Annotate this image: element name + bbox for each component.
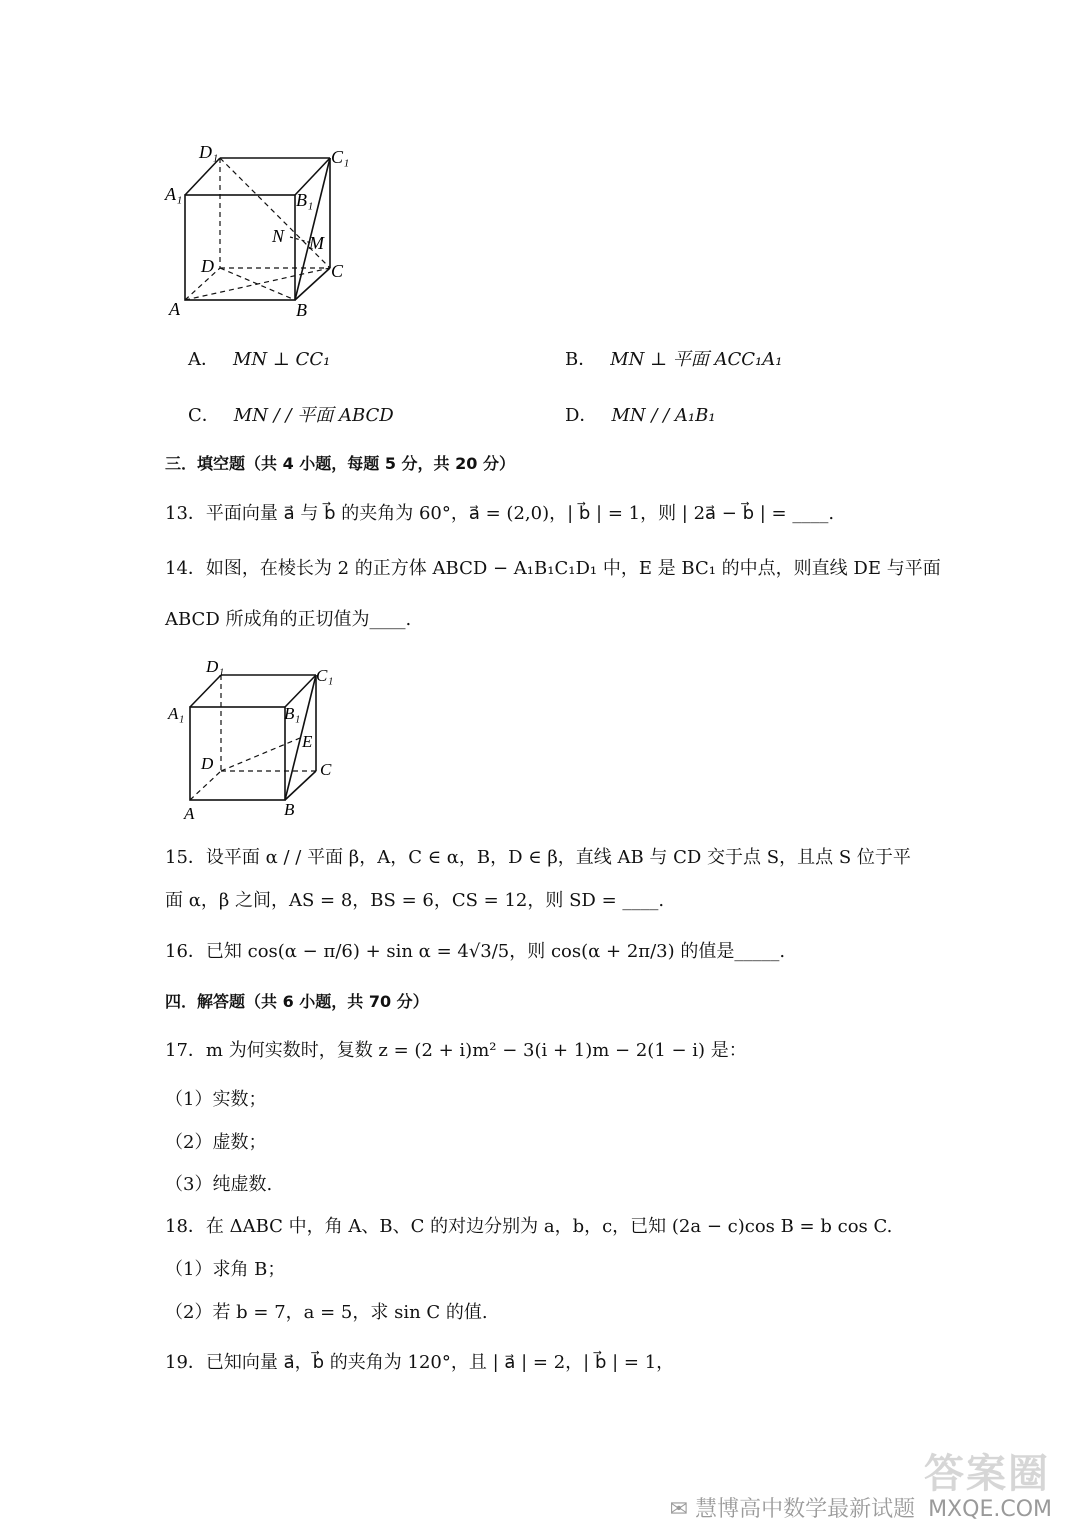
question-18-part-2: （2）若 b = 7，a = 5，求 sin C 的值. (165, 1302, 488, 1323)
label-a1: A₁ (165, 184, 183, 204)
section-4-heading: 四．解答题（共 6 小题，共 70 分） (165, 992, 429, 1011)
cube-figure-2 (160, 650, 350, 825)
q12-option-a: A． MN ⊥ CC₁ (188, 349, 331, 370)
label-a: A (184, 804, 195, 823)
label-b: B (296, 300, 307, 320)
question-17-part-2: （2）虚数； (165, 1132, 267, 1153)
question-17-stem: 17．m 为何实数时，复数 z = (2 + i)m² − 3(i + 1)m − 2(1 − i) 是： (165, 1040, 747, 1061)
label-b1: B₁ (284, 704, 301, 723)
question-19-stem: 19．已知向量 a⃗，b⃗ 的夹角为 120°，且 | a⃗ | = 2，| b⃗ | = 1， (165, 1352, 675, 1373)
wechat-icon: ✉ (669, 1497, 689, 1522)
question-13: 13．平面向量 a⃗ 与 b⃗ 的夹角为 60°，a⃗ = (2,0)，| b⃗ | = 1，则 | 2a⃗ − b⃗ | = ____. (165, 503, 835, 524)
question-16: 16．已知 cos(α − π/6) + sin α = 4√3/5，则 cos(α + 2π/3) 的值是_____. (165, 941, 786, 962)
question-15-line-2: 面 α，β 之间，AS = 8，BS = 6，CS = 12，则 SD = ____. (165, 890, 665, 911)
question-14-line-1: 14．如图，在棱长为 2 的正方体 ABCD − A₁B₁C₁D₁ 中，E 是 BC₁ 的中点，则直线 DE 与平面 (165, 558, 941, 579)
label-c1: C₁ (316, 666, 334, 685)
label-d: D (201, 256, 214, 276)
question-18-part-1: （1）求角 B； (165, 1259, 286, 1280)
label-e: E (302, 732, 313, 751)
label-d1: D₁ (199, 142, 219, 162)
q12-option-c: C． MN / / 平面 ABCD (188, 405, 394, 426)
section-3-heading: 三．填空题（共 4 小题，每题 5 分，共 20 分） (165, 454, 515, 473)
q12-option-d: D． MN / / A₁B₁ (565, 405, 716, 426)
label-b: B (284, 800, 295, 819)
watermark-text: ✉ 慧博高中数学最新试题 MXQE.COM (669, 1497, 1052, 1522)
label-c: C (320, 760, 332, 779)
label-d1: D₁ (206, 657, 225, 676)
label-a: A (169, 299, 180, 319)
label-c: C (331, 261, 344, 281)
question-17-part-1: （1）实数； (165, 1089, 267, 1110)
label-m: M (309, 233, 324, 253)
label-a1: A₁ (168, 704, 185, 723)
q12-option-b: B． MN ⊥ 平面 ACC₁A₁ (565, 349, 783, 370)
label-d: D (201, 754, 214, 773)
question-15-line-1: 15．设平面 α / / 平面 β，A，C ∈ α，B，D ∈ β，直线 AB 与 CD 交于点 S，且点 S 位于平 (165, 847, 911, 868)
label-c1: C₁ (331, 147, 350, 167)
label-n: N (272, 226, 285, 246)
label-b1: B₁ (296, 190, 314, 210)
question-17-part-3: （3）纯虚数. (165, 1174, 273, 1195)
cube-figure-1 (160, 135, 370, 325)
question-14-line-2: ABCD 所成角的正切值为____. (165, 609, 412, 630)
watermark-logo: 答案圈 (924, 1451, 1050, 1497)
question-18-stem: 18．在 ΔABC 中，角 A、B、C 的对边分别为 a，b，c，已知 (2a − c)cos B = b cos C. (165, 1216, 893, 1237)
